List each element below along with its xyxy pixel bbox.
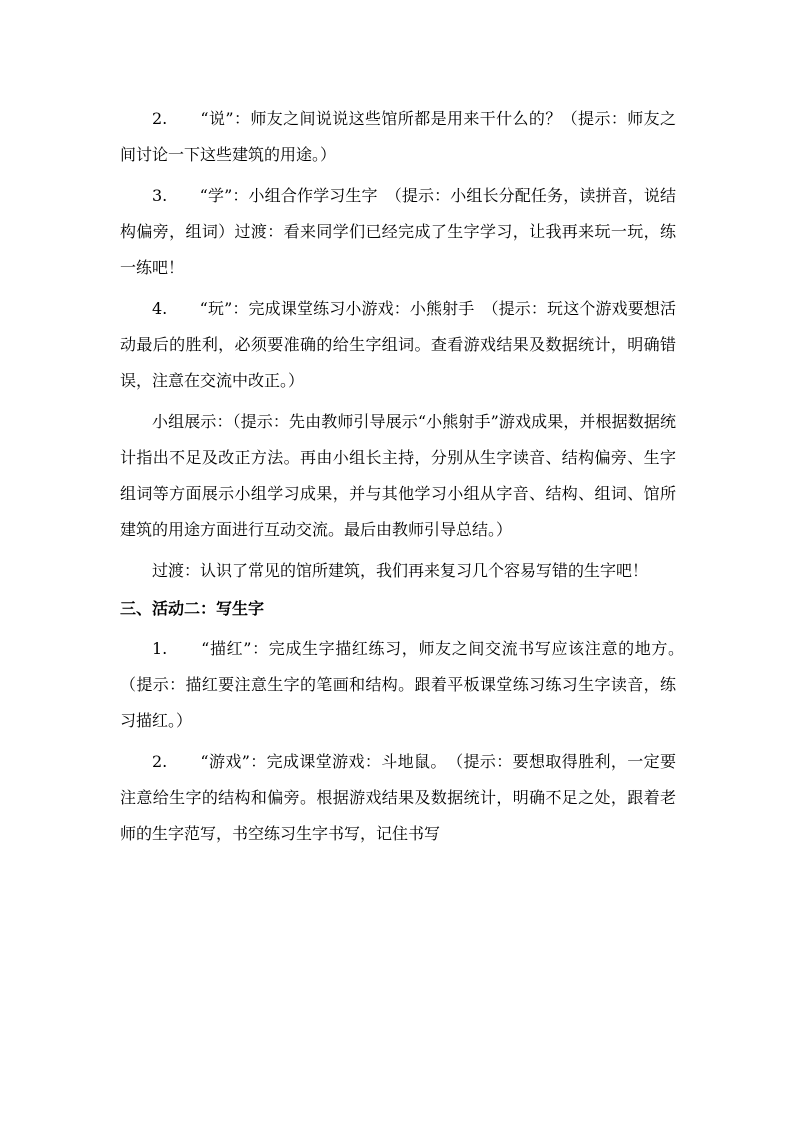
document-body xyxy=(120,101,693,852)
paragraph-trace: 1. “描红”：完成生字描红练习，师友之间交流书写应该注意的地方。 （提示：描红要注意生字的笔画和结构。跟着平板课堂练习练习生字读音，练习描红。） xyxy=(120,639,693,730)
paragraph-learn: 3. “学”：小组合作学习生字 （提示：小组长分配任务，读拼音，说结构偏旁，组词）过渡：看来同学们已经完成了生字学习，让我再来玩一玩，练一练吧！ xyxy=(120,186,676,277)
section-heading: 三、活动二：写生字 xyxy=(120,599,265,618)
paragraph-play: 4. “玩”：完成课堂练习小游戏：小熊射手 （提示：玩这个游戏要想活动最后的胜利，必须要准确的给生字组词。查看游戏结果及数据统计，明确错误，注意在交流中改正。） xyxy=(120,299,676,390)
paragraph-game: 2. “游戏”：完成课堂游戏：斗地鼠。 （提示：要想取得胜利，一定要注意给生字的结构和偏旁。根据游戏结果及数据统计，明确不足之处，跟着老师的生字范写，书空练习生字书写，记住书写 xyxy=(120,752,676,843)
paragraph-group-show: 小组展示：（提示：先由教师引导展示“小熊射手”游戏成果，并根据数据统计指出不足及改正方法。再由小组长主持，分别从生字读音、结构偏旁、生字组词等方面展示小组学习成果，并与其他学习小组从字音、结构、组词、馆所建筑的用途方面进行互动交流。最后由教师引导总结。） xyxy=(120,412,676,539)
paragraph-transition: 过渡：认识了常见的馆所建筑，我们再来复习几个容易写错的生字吧！ xyxy=(152,561,649,580)
paragraph-say: 2. “说”：师友之间说说这些馆所都是用来干什么的？（提示：师友之间讨论一下这些建筑的用途。） xyxy=(120,109,676,164)
